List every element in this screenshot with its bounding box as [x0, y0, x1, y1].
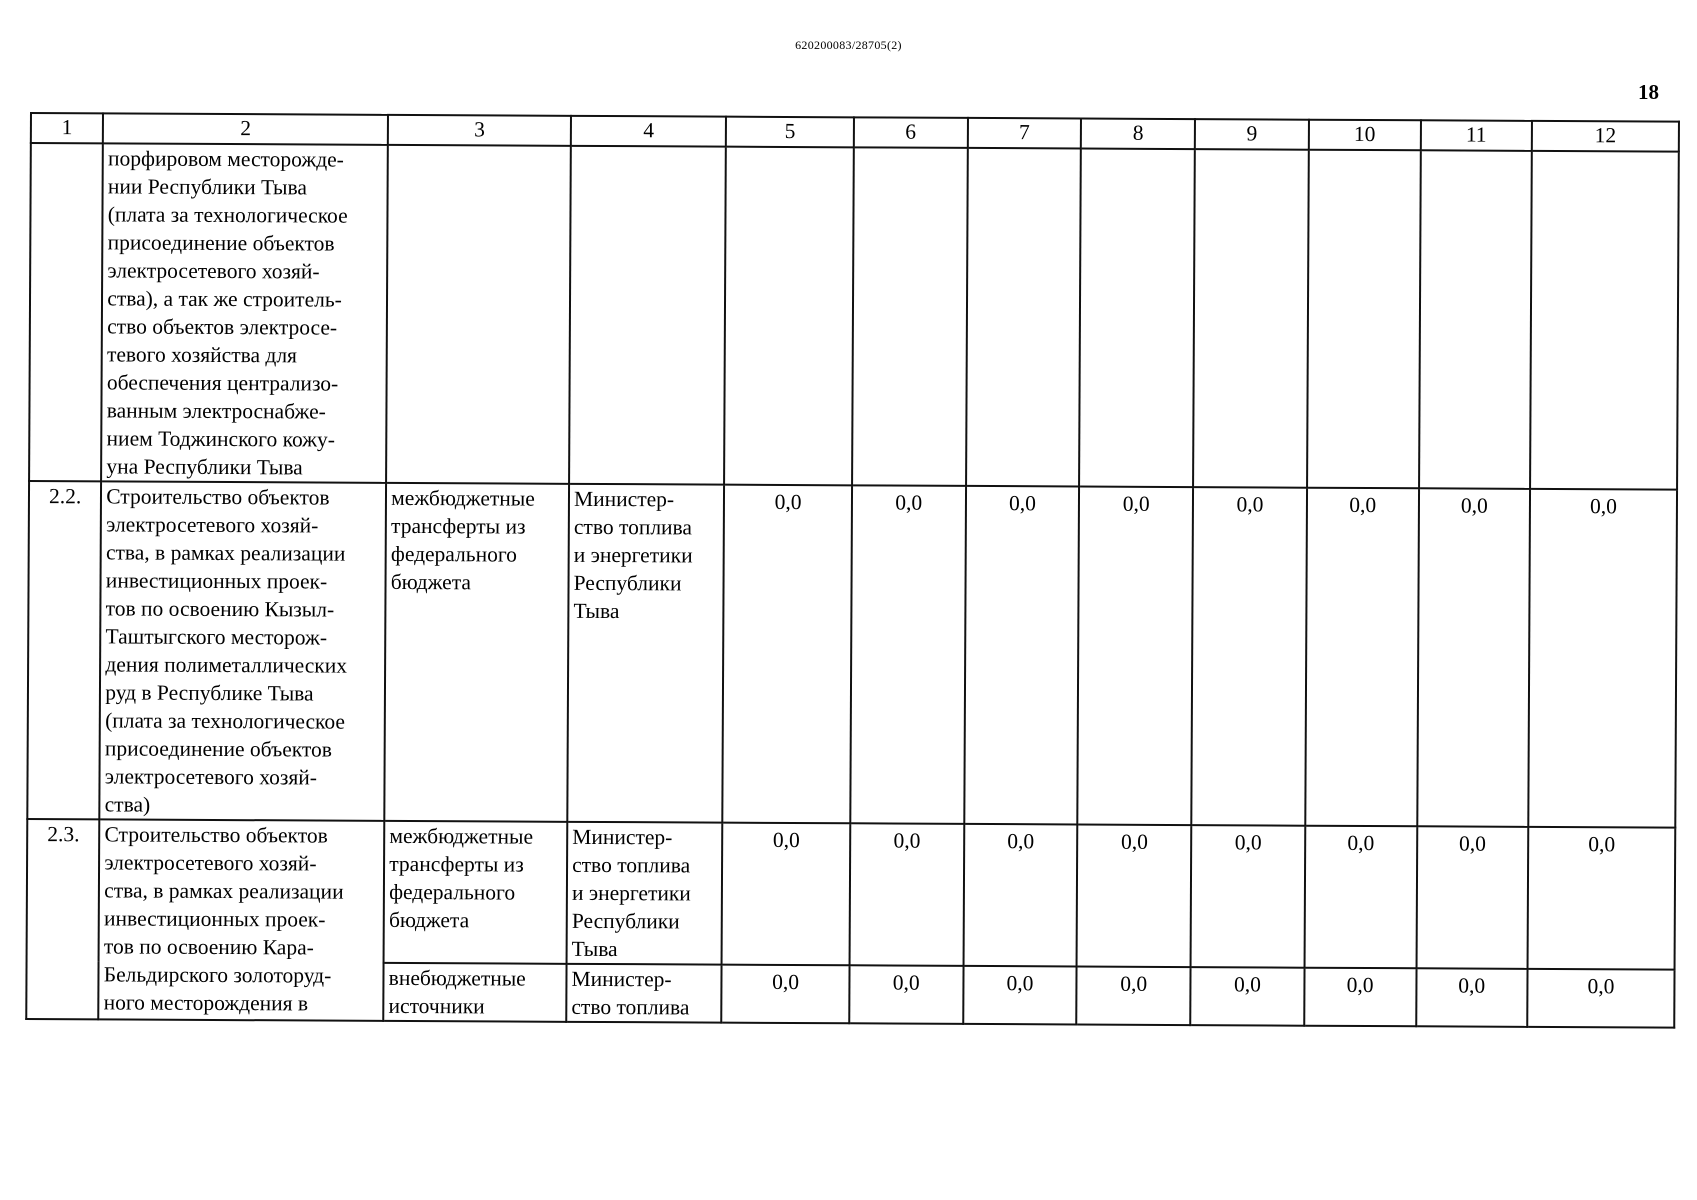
value-cell: 0,0	[1305, 488, 1418, 827]
table-row-2-2	[27, 481, 1677, 828]
executor-cell: Министер- ство топлива и энергетики Республики Тыва	[567, 822, 723, 965]
header-cell: 3	[388, 115, 571, 146]
header-cell: 1	[31, 113, 103, 143]
value-cell	[1530, 151, 1679, 490]
value-cell: 0,0	[963, 966, 1077, 1025]
header-cell: 11	[1420, 120, 1532, 151]
value-cell: 0,0	[1077, 966, 1191, 1025]
page-number: 18	[1638, 80, 1659, 104]
value-cell	[1193, 149, 1309, 488]
table-row-continuation	[29, 143, 1679, 490]
value-cell: 0,0	[1416, 826, 1528, 969]
source-cell	[386, 145, 571, 484]
value-cell: 0,0	[723, 485, 852, 824]
value-cell: 0,0	[964, 486, 1080, 825]
value-cell: 0,0	[1416, 968, 1528, 1027]
value-cell: 0,0	[850, 485, 966, 824]
header-cell: 12	[1532, 121, 1679, 152]
value-cell: 0,0	[1528, 827, 1676, 970]
value-cell	[724, 147, 853, 486]
value-cell	[1079, 149, 1195, 488]
description-cell: Строительство объектов электросетевого хозяй- ства, в рамках реализации инвестиционных проек- тов по освоению Кызыл- Таштыгского месторож- дения полиметаллических руд в Республике Тыва (плата за технологическое присоединение объектов электросетевого хозяй- ства)	[100, 481, 387, 820]
value-cell: 0,0	[1304, 826, 1416, 969]
header-cell: 6	[854, 117, 968, 148]
value-cell: 0,0	[1304, 968, 1416, 1027]
value-cell: 0,0	[1078, 487, 1194, 826]
header-cell: 4	[571, 116, 726, 147]
table-container	[25, 112, 1696, 1029]
program-table	[25, 112, 1680, 1029]
source-cell: внебюджетные источники	[383, 963, 566, 1022]
value-cell	[1419, 150, 1532, 489]
executor-cell	[569, 146, 726, 485]
value-cell	[966, 148, 1082, 487]
header-cell: 2	[103, 113, 388, 144]
row-number-cell	[29, 143, 103, 481]
source-cell: межбюджетные трансферты из федерального бюджета	[384, 821, 568, 964]
value-cell: 0,0	[1190, 967, 1304, 1026]
executor-cell: Министер- ство топлива	[566, 964, 722, 1023]
header-cell: 7	[967, 118, 1081, 149]
row-number-cell: 2.3.	[26, 819, 99, 1019]
description-cell: порфировом месторожде- нии Республики Тыва (плата за технологическое присоединение объектов электросетевого хозяй- ства), а так же строитель- ство объектов электросе- тевого хозяйства для обеспечения централизо- ванным электроснабже- нием Тоджинского кожу- уна Республики Тыва	[101, 143, 388, 482]
header-cell: 9	[1195, 119, 1309, 150]
value-cell: 0,0	[1191, 825, 1305, 968]
header-cell: 5	[726, 117, 854, 148]
source-cell: межбюджетные трансферты из федерального бюджета	[385, 483, 570, 822]
value-cell: 0,0	[849, 823, 963, 966]
value-cell: 0,0	[1417, 488, 1530, 827]
value-cell: 0,0	[1191, 487, 1307, 826]
table-row-2-3	[27, 819, 1676, 970]
value-cell: 0,0	[1527, 969, 1674, 1028]
value-cell	[1307, 150, 1420, 489]
row-number-cell: 2.2.	[27, 481, 101, 819]
header-cell: 8	[1081, 119, 1195, 150]
value-cell: 0,0	[963, 824, 1077, 967]
value-cell	[852, 147, 968, 486]
executor-cell: Министер- ство топлива и энергетики Республики Тыва	[567, 484, 724, 823]
document-id: 620200083/28705(2)	[795, 38, 902, 52]
value-cell: 0,0	[1077, 824, 1191, 967]
value-cell: 0,0	[849, 965, 963, 1024]
value-cell: 0,0	[722, 823, 850, 966]
value-cell: 0,0	[722, 965, 850, 1024]
header-cell: 10	[1309, 120, 1421, 151]
description-cell: Строительство объектов электросетевого хозяй- ства, в рамках реализации инвестиционных проек- тов по освоению Кара- Бельдирского золоторуд- ного месторождения в	[99, 819, 385, 1020]
value-cell: 0,0	[1528, 489, 1677, 828]
